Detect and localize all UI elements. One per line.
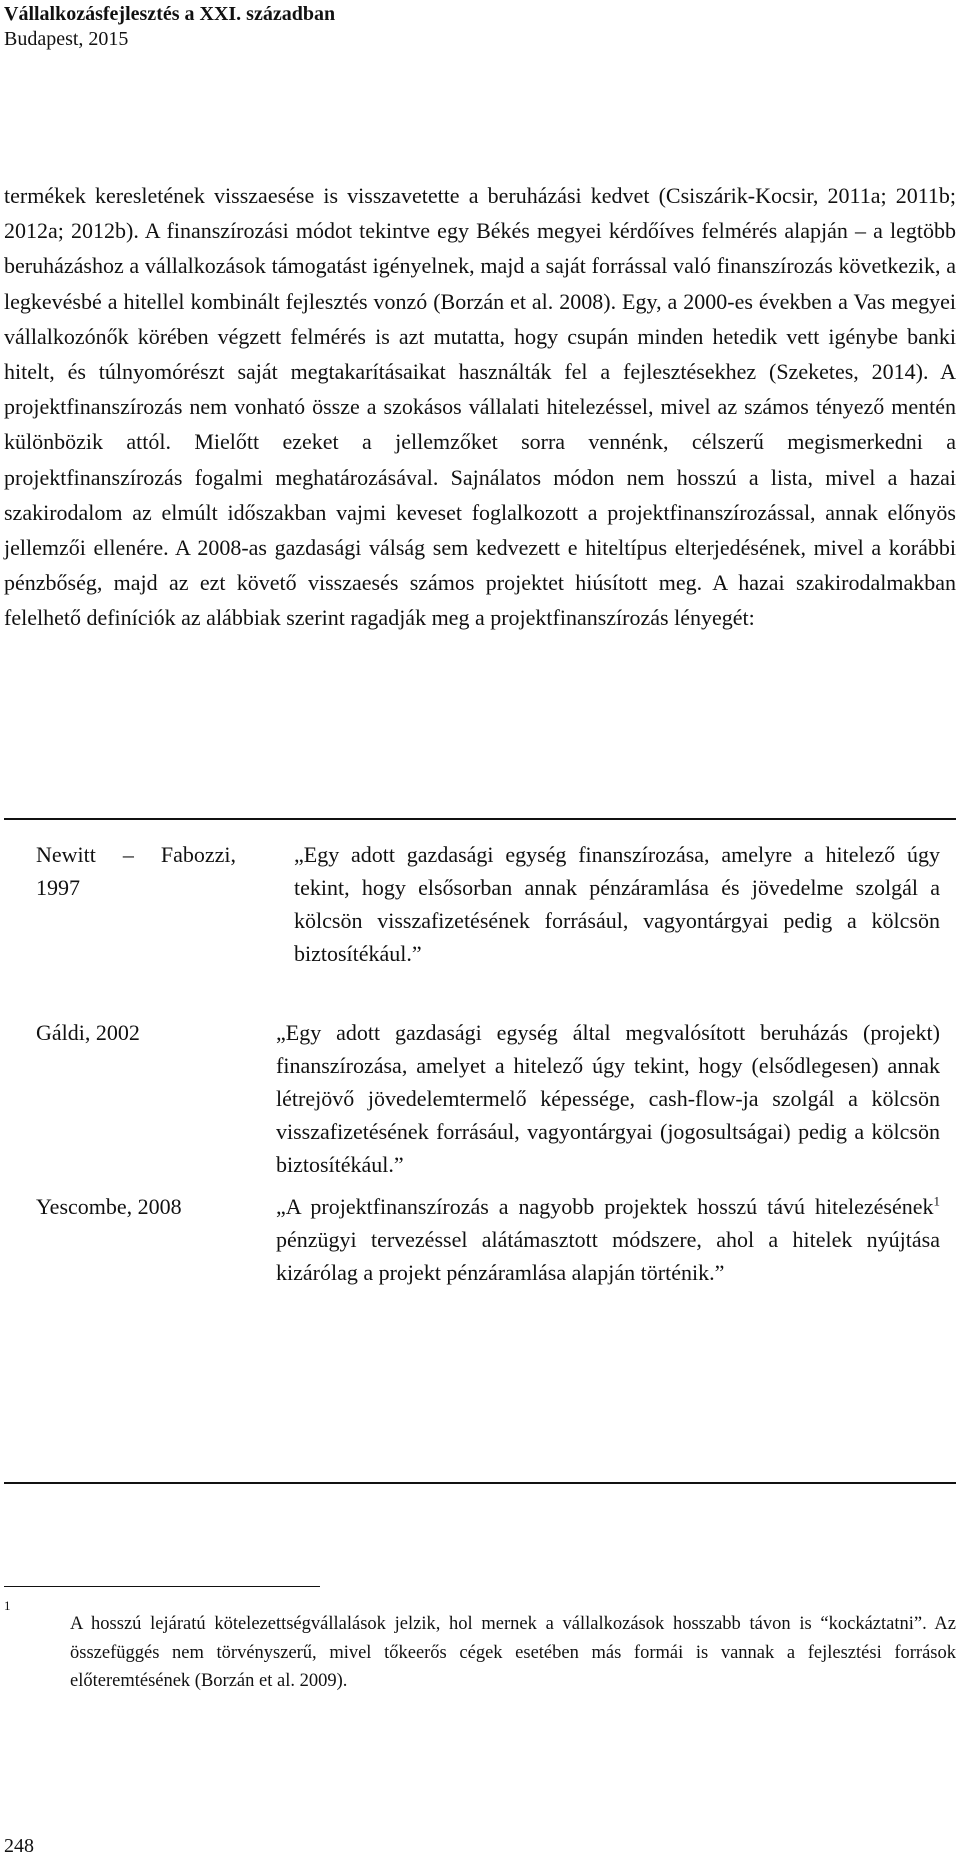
definition-author: Yescombe, 2008 (36, 1194, 182, 1219)
footnote-number: 1 (4, 1598, 11, 1613)
definitions-table (4, 818, 956, 1484)
definition-author: Newitt – Fabozzi, 1997 (36, 842, 236, 900)
body-paragraph: termékek keresletének visszaesése is visszavetette a beruházási kedvet (Csiszárik-Kocsir, 2011a; 2011b; 2012a; 2012b). A finanszírozási módot tekintve egy Békés megyei kérdőíves felmérés alapján – a legtöbb beruházáshoz a vállalkozások támogatást igényelnek, majd a saját forrással való finanszírozás következik, a legkevésbé a hitellel kombinált fejlesztés vonzó (Borzán et al. 2008). Egy, a 2000-es években a Vas megyei vállalkozónők körében végzett felmérés is azt mutatta, hogy csupán minden hetedik vett igénybe banki hitelt, és túlnyomórészt saját megtakarításaikat használták fel a fejlesztésekhez (Szeketes, 2014). A projektfinanszírozás nem vonható össze a szokásos vállalati hitelezéssel, mivel az számos tényező mentén különbözik attól. Mielőtt ezeket a jellemzőket sorra vennénk, célszerű megismerkedni a projektfinanszírozás fogalmi meghatározásával. Sajnálatos módon nem hosszú a lista, mivel a hazai szakirodalom az elmúlt időszakban vajmi keveset foglalkozott a projektfinanszírozással, annak előnyös jellemzői ellenére. A 2008-as gazdasági válság sem kedvezett e hiteltípus elterjedésének, mivel a korábbi pénzbőség, majd az ezt követő visszaesés számos projektet hiúsított meg. A hazai szakirodalmakban felelhető definíciók az alábbiak szerint ragadják meg a projektfinanszírozás lényegét: (4, 183, 956, 631)
definition-text: „Egy adott gazdasági egység finanszírozása, amelyre a hitelező úgy tekint, hogy elsősorban annak pénzáramlása és jövedelme szolgál a kölcsön visszafizetésének forrásául, vagyontárgyai pedig a kölcsön biztosítékául.” (294, 842, 940, 966)
footnote-separator (4, 1586, 320, 1587)
running-header (4, 2, 335, 52)
footnote-reference[interactable]: 1 (933, 1193, 940, 1209)
definition-author: Gáldi, 2002 (36, 1020, 140, 1045)
running-header-subtitle: Budapest, 2015 (4, 28, 129, 50)
definition-text-part: „A projektfinanszírozás a nagyobb projektek hosszú távú hitelezésének (276, 1194, 934, 1219)
footnote-text: A hosszú lejáratú kötelezettségvállalások jelzik, hol mernek a vállalkozások hosszabb távon is “kockáztatni”. Az összefüggés nem törvényszerű, mivel tőkeerős cégek esetében más formái is vannak a fejlesztési források előteremtésének (Borzán et al. 2009). (70, 1614, 956, 1691)
page-number: 248 (4, 1835, 34, 1857)
running-header-title: Vállalkozásfejlesztés a XXI. században (4, 3, 336, 25)
definition-text: „Egy adott gazdasági egység által megvalósított beruházás (projekt) finanszírozása, amelyet a hitelező úgy tekint, hogy (elsődlegesen) annak létrejövő jövedelemtermelő képessége, cash-flow-ja szolgál a kölcsön visszafizetésének forrásául, vagyontárgyai (jogosultságai) pedig a kölcsön biztosítékául.” (276, 1020, 940, 1177)
definition-text (276, 1190, 940, 1289)
definition-text-part: pénzügyi tervezéssel alátámasztott módszere, ahol a hitelek nyújtása kizárólag a projekt pénzáramlása alapján történik.” (276, 1227, 940, 1285)
